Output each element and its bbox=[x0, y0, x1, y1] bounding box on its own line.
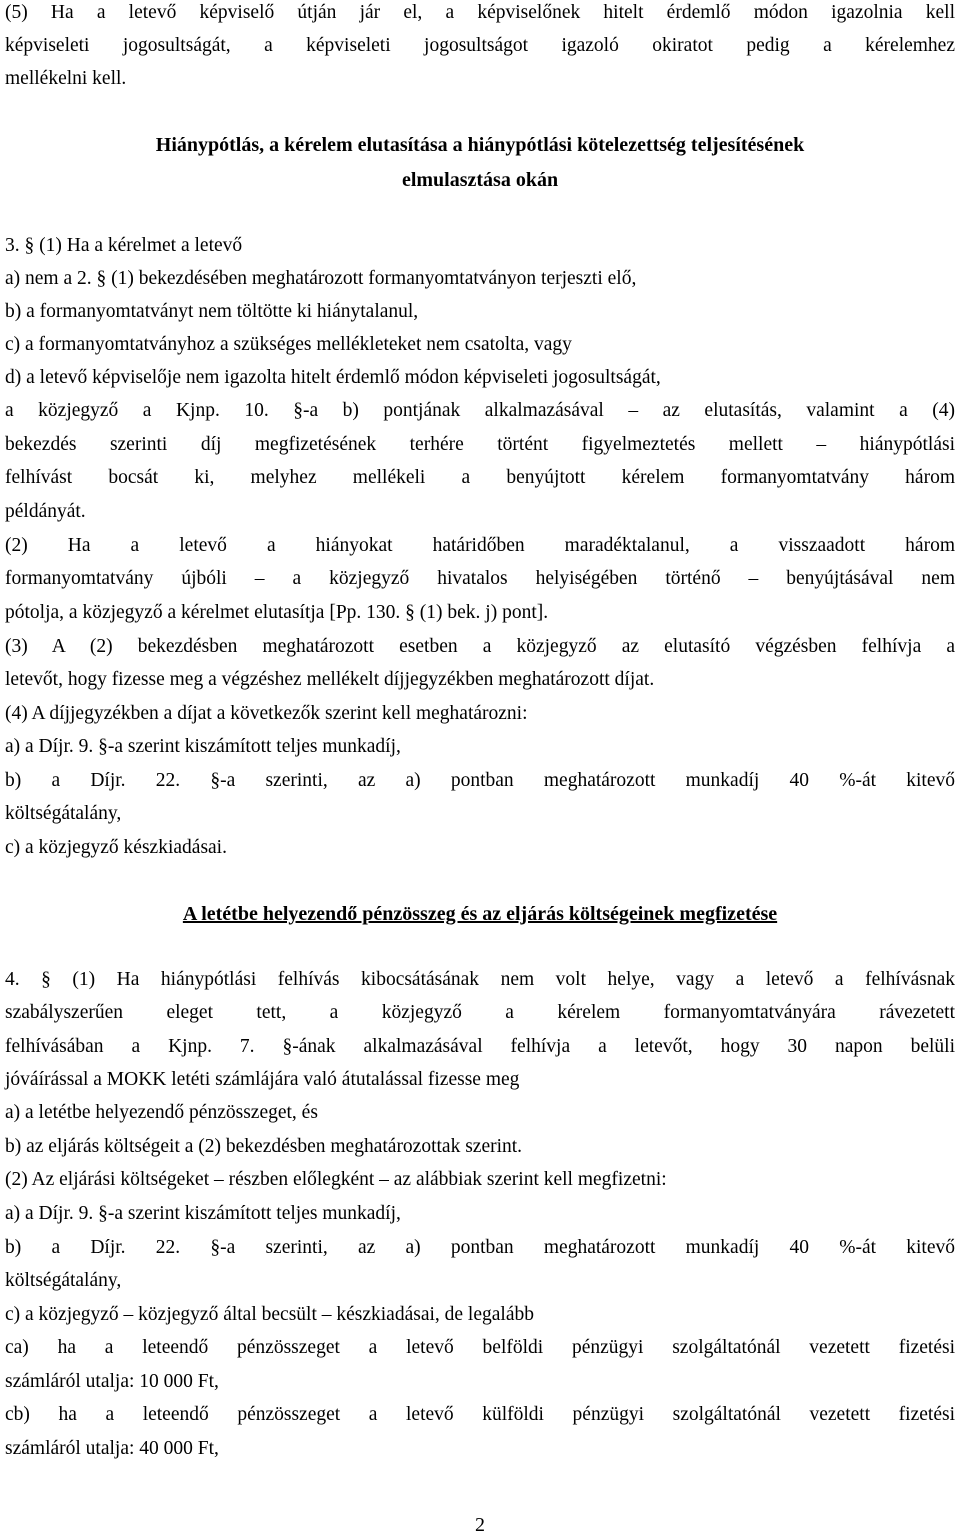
paragraph-line: cb) ha a leteendő pénzösszeget a letevő külföldi pénzügyi szolgáltatónál vezetett fizetési bbox=[5, 1404, 955, 1425]
paragraph-line: c) a közjegyző készkiadásai. bbox=[5, 837, 227, 858]
paragraph-line: (5) Ha a letevő képviselő útján jár el, a képviselőnek hitelt érdemlő módon igazolnia kell bbox=[5, 2, 955, 23]
section-heading-text: A letétbe helyezendő pénzösszeg és az eljárás költségeinek megfizetése bbox=[182, 903, 778, 925]
paragraph-line: ca) ha a leteendő pénzösszeget a letevő belföldi pénzügyi szolgáltatónál vezetett fizetési bbox=[5, 1337, 955, 1358]
paragraph-line: számláról utalja: 40 000 Ft, bbox=[5, 1438, 219, 1459]
paragraph-line: formanyomtatvány újbóli ‒ a közjegyző hivatalos helyiségében történő ‒ benyújtásával nem bbox=[5, 568, 955, 589]
section-heading bbox=[0, 902, 960, 926]
paragraph-line: (2) Az eljárási költségeket ‒ részben előlegként ‒ az alábbiak szerint kell megfizetni: bbox=[5, 1169, 667, 1190]
paragraph-line: jóváírással a MOKK letéti számlájára való átutalással fizesse meg bbox=[5, 1069, 520, 1090]
paragraph-line: költségátalány, bbox=[5, 803, 122, 824]
paragraph-line: számláról utalja: 10 000 Ft, bbox=[5, 1371, 219, 1392]
section-heading-line-2: elmulasztása okán bbox=[401, 169, 559, 191]
paragraph-line: (2) Ha a letevő a hiányokat határidőben maradéktalanul, a visszaadott három bbox=[5, 535, 955, 556]
paragraph-line: b) a Díjr. 22. §-a szerinti, az a) pontban meghatározott munkadíj 40 %-át kitevő bbox=[5, 1237, 955, 1258]
paragraph-line: szabályszerűen eleget tett, a közjegyző a kérelem formanyomtatványára rávezetett bbox=[5, 1002, 955, 1023]
paragraph-line: példányát. bbox=[5, 501, 86, 522]
paragraph-line: felhívást bocsát ki, melyhez mellékeli a benyújtott kérelem formanyomtatvány három bbox=[5, 467, 955, 488]
paragraph-line: (3) A (2) bekezdésben meghatározott esetben a közjegyző az elutasító végzésben felhívja a bbox=[5, 636, 955, 657]
paragraph-line: (4) A díjjegyzékben a díjat a következők szerint kell meghatározni: bbox=[5, 703, 528, 724]
paragraph-line: b) a Díjr. 22. §-a szerinti, az a) pontban meghatározott munkadíj 40 %-át kitevő bbox=[5, 770, 955, 791]
paragraph-line: letevőt, hogy fizesse meg a végzéshez mellékelt díjjegyzékben meghatározott díjat. bbox=[5, 669, 655, 690]
paragraph-line: a) a Díjr. 9. §-a szerint kiszámított teljes munkadíj, bbox=[5, 1203, 401, 1224]
paragraph-line: bekezdés szerinti díj megfizetésének terhére történt figyelmeztetés mellett ‒ hiánypótlási bbox=[5, 434, 955, 455]
paragraph-line: c) a közjegyző ‒ közjegyző által becsült ‒ készkiadásai, de legalább bbox=[5, 1304, 534, 1325]
paragraph-line: költségátalány, bbox=[5, 1270, 122, 1291]
paragraph-line: képviseleti jogosultságát, a képviseleti jogosultságot igazoló okiratot pedig a kérelemhez bbox=[5, 35, 955, 56]
paragraph-line: d) a letevő képviselője nem igazolta hitelt érdemlő módon képviseleti jogosultságát, bbox=[5, 367, 661, 388]
paragraph-line: mellékelni kell. bbox=[5, 68, 127, 89]
page-number: 2 bbox=[475, 1514, 485, 1536]
paragraph-line: pótolja, a közjegyző a kérelmet elutasítja [Pp. 130. § (1) bek. j) pont]. bbox=[5, 602, 549, 623]
paragraph-line: 3. § (1) Ha a kérelmet a letevő bbox=[5, 235, 243, 256]
paragraph-line: felhívásában a Kjnp. 7. §-ának alkalmazásával felhívja a letevőt, hogy 30 napon belüli bbox=[5, 1036, 955, 1057]
paragraph-line: a) a Díjr. 9. §-a szerint kiszámított teljes munkadíj, bbox=[5, 736, 401, 757]
section-heading-line-1: Hiánypótlás, a kérelem elutasítása a hiánypótlási kötelezettség teljesítésének bbox=[155, 134, 805, 156]
paragraph-line: a közjegyző a Kjnp. 10. §-a b) pontjának alkalmazásával ‒ az elutasítás, valamint a (4) bbox=[5, 400, 955, 421]
paragraph-line: b) a formanyomtatványt nem töltötte ki hiánytalanul, bbox=[5, 301, 419, 322]
paragraph-line: c) a formanyomtatványhoz a szükséges mellékleteket nem csatolta, vagy bbox=[5, 334, 572, 355]
paragraph-line: a) nem a 2. § (1) bekezdésében meghatározott formanyomtatványon terjeszti elő, bbox=[5, 268, 637, 289]
paragraph-line: a) a letétbe helyezendő pénzösszeget, és bbox=[5, 1102, 318, 1123]
paragraph-line: b) az eljárás költségeit a (2) bekezdésben meghatározottak szerint. bbox=[5, 1136, 523, 1157]
paragraph-line: 4. § (1) Ha hiánypótlási felhívás kibocsátásának nem volt helye, vagy a letevő a felhívásnak bbox=[5, 969, 955, 990]
